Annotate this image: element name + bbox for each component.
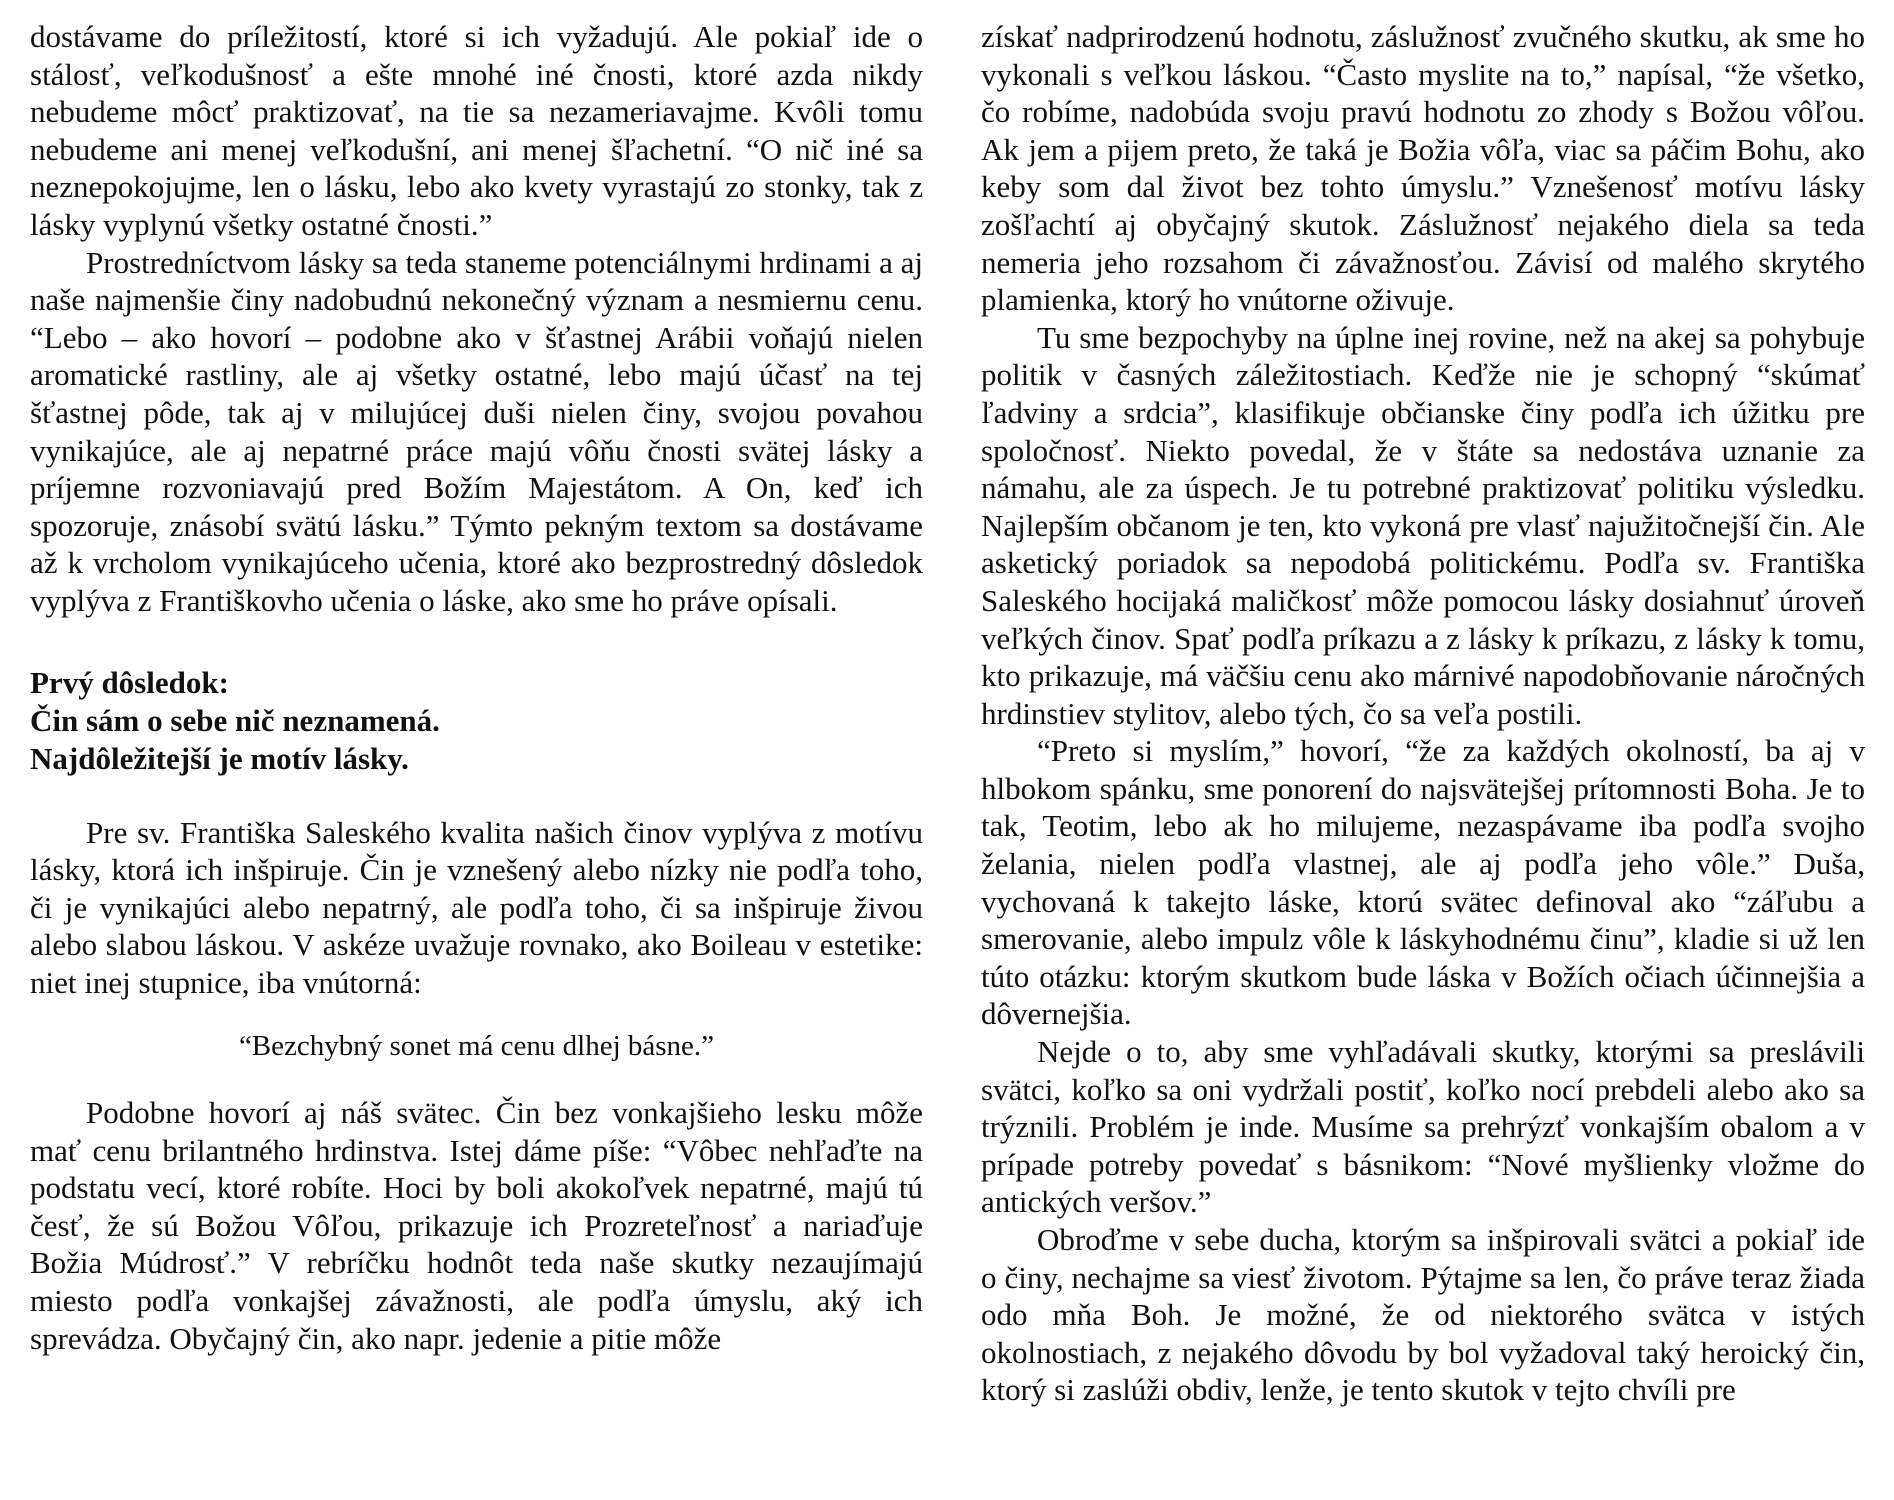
right-paragraph-1: získať nadprirodzenú hodnotu, záslužnosť zvučného skutku, ak sme ho vykonali s veľkou láskou. “Často myslite na to,” napísal, “že všetko, čo robíme, nadobúda svoju pravú hodnotu zo zhody s Božou vôľou. Ak jem a pijem preto, že taká je Božia vôľa, viac sa páčim Bohu, ako keby som dal život bez tohto úmyslu.” Vznešenosť motívu lásky zošľachtí aj obyčajný skutok. Záslužnosť nejakého diela sa teda nemeria jeho rozsahom či závažnosťou. Závisí od malého skrytého plamienka, ktorý ho vnútorne oživuje. [981, 19, 1865, 318]
left-paragraph-2: Prostredníctvom lásky sa teda staneme potenciálnymi hrdinami a aj naše najmenšie činy nadobudnú nekonečný význam a nesmiernu cenu. “Lebo – ako hovorí – podobne ako v šťastnej Arábii voňajú nielen aromatické rastliny, ale aj všetky ostatné, lebo majú účasť na tej šťastnej pôde, tak aj v milujúcej duši nielen činy, svojou povahou vynikajúce, ale aj nepatrné práce majú vôňu čnosti svätej lásky a príjemne rozvoniavajú pred Božím Majestátom. A On, keď ich spozoruje, znásobí svätú lásku.” Týmto pekným textom sa dostávame až k vrcholom vynikajúceho učenia, ktoré ako bezprostredný dôsledok vyplýva z Františkovho učenia o láske, ako sme ho práve opísali. [30, 244, 923, 618]
right-paragraph-5: Obroďme v sebe ducha, ktorým sa inšpirovali svätci a pokiaľ ide o činy, nechajme sa viesť životom. Pýtajme sa len, čo práve teraz žiada odo mňa Boh. Je možné, že od niektorého svätca v istých okolnostiach, z nejakého dôvodu by bol vyžadoval taký heroický čin, ktorý si zaslúži obdiv, lenže, je tento skutok v tejto chvíli pre [981, 1222, 1865, 1408]
right-paragraph-4: Nejde o to, aby sme vyhľadávali skutky, ktorými sa preslávili svätci, koľko sa oni vydržali postiť, koľko nocí prebdeli alebo ako sa trýznili. Problém je inde. Musíme sa prehrýzť vonkajším obalom a v prípade potreby povedať s básnikom: “Nové myšlienky vložme do antických veršov.” [981, 1034, 1865, 1220]
section-heading-line-1: Prvý dôsledok: [30, 664, 229, 700]
right-column [981, 18, 1865, 1409]
verse-quote: “Bezchybný sonet má cenu dlhej básne.” [238, 1030, 715, 1063]
section-heading-line-2: Čin sám o sebe nič neznamená. [30, 702, 440, 738]
right-paragraph-3: “Preto si myslím,” hovorí, “že za každých okolností, ba aj v hlbokom spánku, sme ponorení do najsvätejšej prítomnosti Boha. Je to tak, Teotim, lebo ak ho milujeme, nezaspávame iba podľa svojho želania, nielen podľa vlastnej, ale aj podľa jeho vôle.” Duša, vychovaná k takejto láske, ktorú svätec definoval ako “záľubu a smerovanie, alebo impulz vôle k láskyhodnému činu”, kladie si už len túto otázku: ktorým skutkom bude láska v Božích očiach účinnejšia a dôvernejšia. [981, 733, 1865, 1032]
left-paragraph-1: dostávame do príležitostí, ktoré si ich vyžadujú. Ale pokiaľ ide o stálosť, veľkodušnosť a ešte mnohé iné čnosti, ktoré azda nikdy nebudeme môcť praktizovať, na tie sa nezameriavajme. Kvôli tomu nebudeme ani menej veľkodušní, ani menej šľachetní. “O nič iné sa neznepokojujme, len o lásku, lebo ako kvety vyrastajú zo stonky, tak z lásky vyplynú všetky ostatné čnosti.” [30, 19, 923, 242]
left-paragraph-4: Podobne hovorí aj náš svätec. Čin bez vonkajšieho lesku môže mať cenu brilantného hrdinstva. Istej dáme píše: “Vôbec nehľaďte na podstatu vecí, ktoré robíte. Hoci by boli akokoľvek nepatrné, majú tú česť, že sú Božou Vôľou, prikazuje ich Prozreteľnosť a nariaďuje Božia Múdrosť.” V rebríčku hodnôt teda naše skutky nezaujímajú miesto podľa vonkajšej závažnosti, ale podľa úmyslu, aký ich sprevádza. Obyčajný čin, ako napr. jedenie a pitie môže [30, 1095, 923, 1356]
left-paragraph-3: Pre sv. Františka Saleského kvalita našich činov vyplýva z motívu lásky, ktorá ich inšpiruje. Čin je vznešený alebo nízky nie podľa toho, či je vynikajúci alebo nepatrný, ale podľa toho, či sa inšpiruje živou alebo slabou láskou. V askéze uvažuje rovnako, ako Boileau v estetike: niet inej stupnice, iba vnútorná: [30, 814, 923, 1000]
section-heading [30, 664, 923, 778]
section-heading-line-3: Najdôležitejší je motív lásky. [30, 740, 409, 776]
left-column [30, 18, 923, 1357]
right-paragraph-2: Tu sme bezpochyby na úplne inej rovine, než na akej sa pohybuje politik v časných záležitostiach. Keďže nie je schopný “skúmať ľadviny a srdcia”, klasifikuje občianske činy podľa ich úžitku pre spoločnosť. Niekto povedal, že v štáte sa nedostáva uznanie za námahu, ale za úspech. Je tu potrebné praktizovať politiku výsledku. Najlepším občanom je ten, kto vykoná pre vlasť najužitočnejší čin. Ale asketický poriadok sa nepodobá politickému. Podľa sv. Františka Saleského hocijaká maličkosť môže pomocou lásky dosiahnuť úroveň veľkých činov. Spať podľa príkazu a z lásky k príkazu, z lásky k tomu, kto prikazuje, má väčšiu cenu ako márnivé napodobňovanie náročných hrdinstiev stylitov, alebo tých, čo sa veľa postili. [981, 319, 1865, 731]
